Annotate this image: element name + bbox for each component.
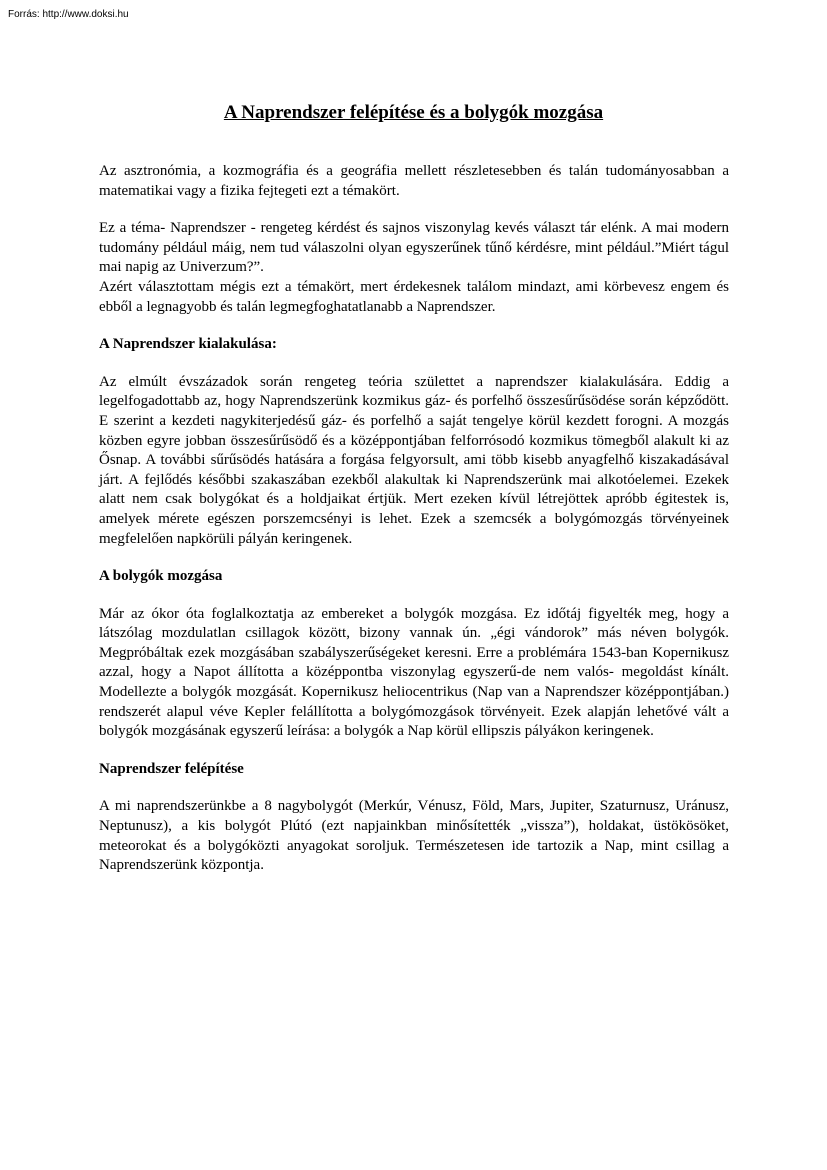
section-heading-planet-motion: A bolygók mozgása — [99, 568, 223, 585]
document-body — [99, 162, 729, 876]
section-text-structure: A mi naprendszerünkbe a 8 nagybolygót (Merkúr, Vénusz, Föld, Mars, Jupiter, Szaturnusz, Uránusz, Neptunusz), a kis bolygót Plútó (ezt napjainkban minősítették „vissza”), holdakat, üstökösöket, meteorokat és a bolygóközti anyagokat soroljuk. Természetesen ide tartozik a Nap, mint csillag a Naprendszerünk központja. — [99, 798, 729, 874]
intro-paragraph-2: Ez a téma- Naprendszer - rengeteg kérdést és sajnos viszonylag kevés választ tár elénk. A mai modern tudomány például máig, nem tud válaszolni olyan egyszerűnek tűnő kérdésre, mint például.”Miért tágul mai napig az Univerzum?”. — [99, 220, 729, 276]
section-text-formation: Az elmúlt évszázadok során rengeteg teória születtet a naprendszer kialakulására. Eddig a legelfogadottabb az, hogy Naprendszerünk kozmikus gáz- és porfelhő összesűrűsödése során képződött. E szerint a kezdeti nagykiterjedésű gáz- és porfelhő a saját tengelye körül kezdett forogni. A mozgás közben egyre jobban összesűrűsödő és a középpontjában felforrósodó kozmikus tömegből alakult ki az Ősnap. A további sűrűsödés hatására a forgása felgyorsult, ami több kisebb anyagfelhő kiszakadásával járt. A fejlődés későbbi szakaszában ezekből alakultak ki Naprendszerünk mai alkotóelemei. Ezekek alatt nem csak bolygókat és a holdjaikat értjük. Mert ezeken kívül létrejöttek apróbb égitestek is, amelyek mérete egészen porszemcsényi is lehet. Ezek a szemcsék a bolygómozgás törvényeinek megfelelően napkörüli pályán keringenek. — [99, 373, 729, 547]
section-heading-structure: Naprendszer felépítése — [99, 760, 244, 777]
intro-paragraph-1: Az asztronómia, a kozmográfia és a geográfia mellett részletesebben és talán tudományosabban a matematikai vagy a fizika fejtegeti ezt a témakört. — [99, 163, 729, 199]
section-text-planet-motion: Már az ókor óta foglalkoztatja az embereket a bolygók mozgása. Ez időtáj figyelték meg, hogy a látszólag mozdulatlan csillagok között, bizony vannak ún. „égi vándorok” más néven bolygók. Megpróbáltak ezek mozgásában szabályszerűségeket keresni. Erre a problémára 1543-ban Kopernikusz azzal, hogy a Napot állította a középpontba viszonylag egyszerű-de nem valós- megoldást kínált. Modellezte a bolygók mozgását. Kopernikusz heliocentrikus (Nap van a Naprendszer középpontjában.) rendszerét alapul véve Kepler felállította a bolygómozgások törvényeit. Ezek alapján lehetővé vált a bolygók mozgásának egyszerű leírása: a bolygók a Nap körül ellipszis pályákon keringenek. — [99, 605, 729, 740]
page-title: A Naprendszer felépítése és a bolygók mozgása — [223, 102, 604, 123]
section-heading-formation: A Naprendszer kialakulása: — [99, 336, 277, 353]
intro-paragraph-3: Azért választottam mégis ezt a témakört, mert érdekesnek találom mindazt, ami körbevesz engem és ebből a legnagyobb és talán legmegfoghatatlanabb a Naprendszer. — [99, 278, 729, 315]
source-url: Forrás: http://www.doksi.hu — [8, 9, 129, 20]
